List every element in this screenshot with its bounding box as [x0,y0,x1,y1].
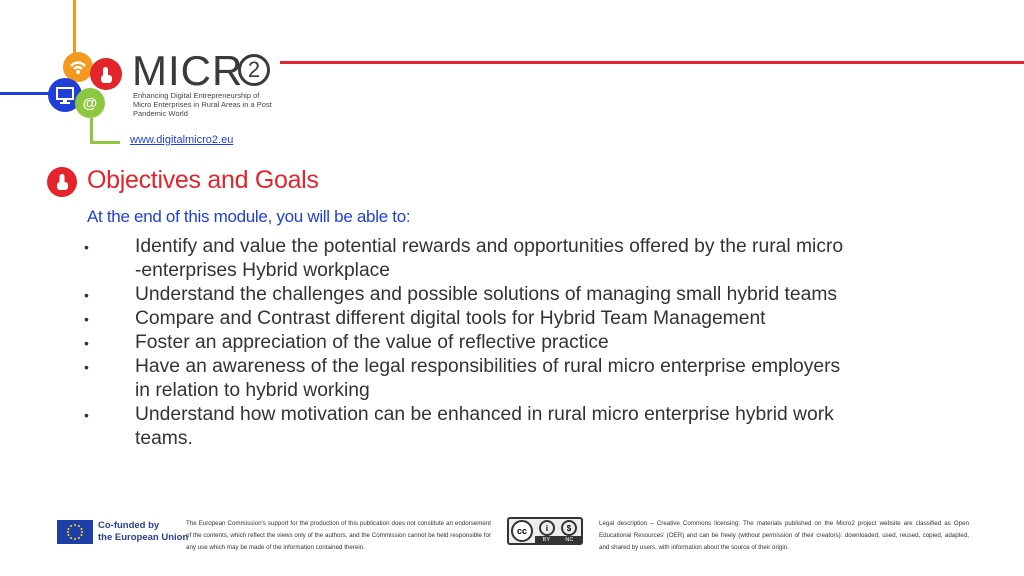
page-title: Objectives and Goals [87,166,319,194]
bullet-icon: • [84,407,89,423]
header-red-rule [280,61,1024,64]
pointer-hand-icon [47,167,77,197]
eu-cofunded-label: Co-funded by the European Union [98,520,189,543]
attribution-icon: i [539,520,555,536]
list-item: • Have an awareness of the legal responsibilities of rural micro enterprise employers in relation to hybrid working [84,356,841,401]
noncommercial-icon: $ [561,520,577,536]
eu-flag-icon [57,520,93,544]
cc-license-strip: BY NC [535,536,581,543]
list-item: • Identify and value the potential rewards and opportunities offered by the rural micro -enterprises Hybrid workplace [84,236,844,281]
touch-icon [90,58,122,90]
logo-green-line-horizontal [90,141,120,144]
list-item: • Understand how motivation can be enhanced in rural micro enterprise hybrid work teams. [84,404,834,449]
logo-number-badge: 2 [238,54,270,86]
list-item: • Compare and Contrast different digital tools for Hybrid Team Management [84,308,766,329]
bullet-icon: • [84,287,89,303]
logo-orange-line [73,0,76,56]
bullet-icon: • [84,335,89,351]
bullet-icon: • [84,239,89,255]
website-link[interactable]: www.digitalmicro2.eu [130,134,234,146]
eu-disclaimer: The European Commission's support for the production of this publication does not constitute an endorsement of the contents, which reflect the views only of the authors, and the Commission cannot be held responsible for any use which may be made of the information contained therein. [186,520,491,551]
logo-tagline: Enhancing Digital Entrepreneurship of Micro Enterprises in Rural Areas in a Post Pandemic World [133,91,272,118]
creative-commons-badge [507,517,583,545]
list-item: • Understand the challenges and possible solutions of managing small hybrid teams [84,284,838,305]
list-item: • Foster an appreciation of the value of reflective practice [84,332,609,353]
cc-icon: cc [511,520,533,542]
logo-wordmark: MICR [132,47,244,94]
bullet-icon: • [84,311,89,327]
objectives-list [84,235,844,451]
page-subtitle: At the end of this module, you will be able to: [87,207,411,226]
legal-description: Legal description – Creative Commons licensing: The materials published on the Micro2 project website are classified as Open Educational Resources' (OER) and can be freely (without permission of their creators): downloaded, used, reused, copied, adapted, and shared by users, with information about the source of their origin. [599,520,969,551]
logo-blue-line [0,92,50,95]
bullet-icon: • [84,359,89,375]
at-icon: @ [75,88,105,118]
